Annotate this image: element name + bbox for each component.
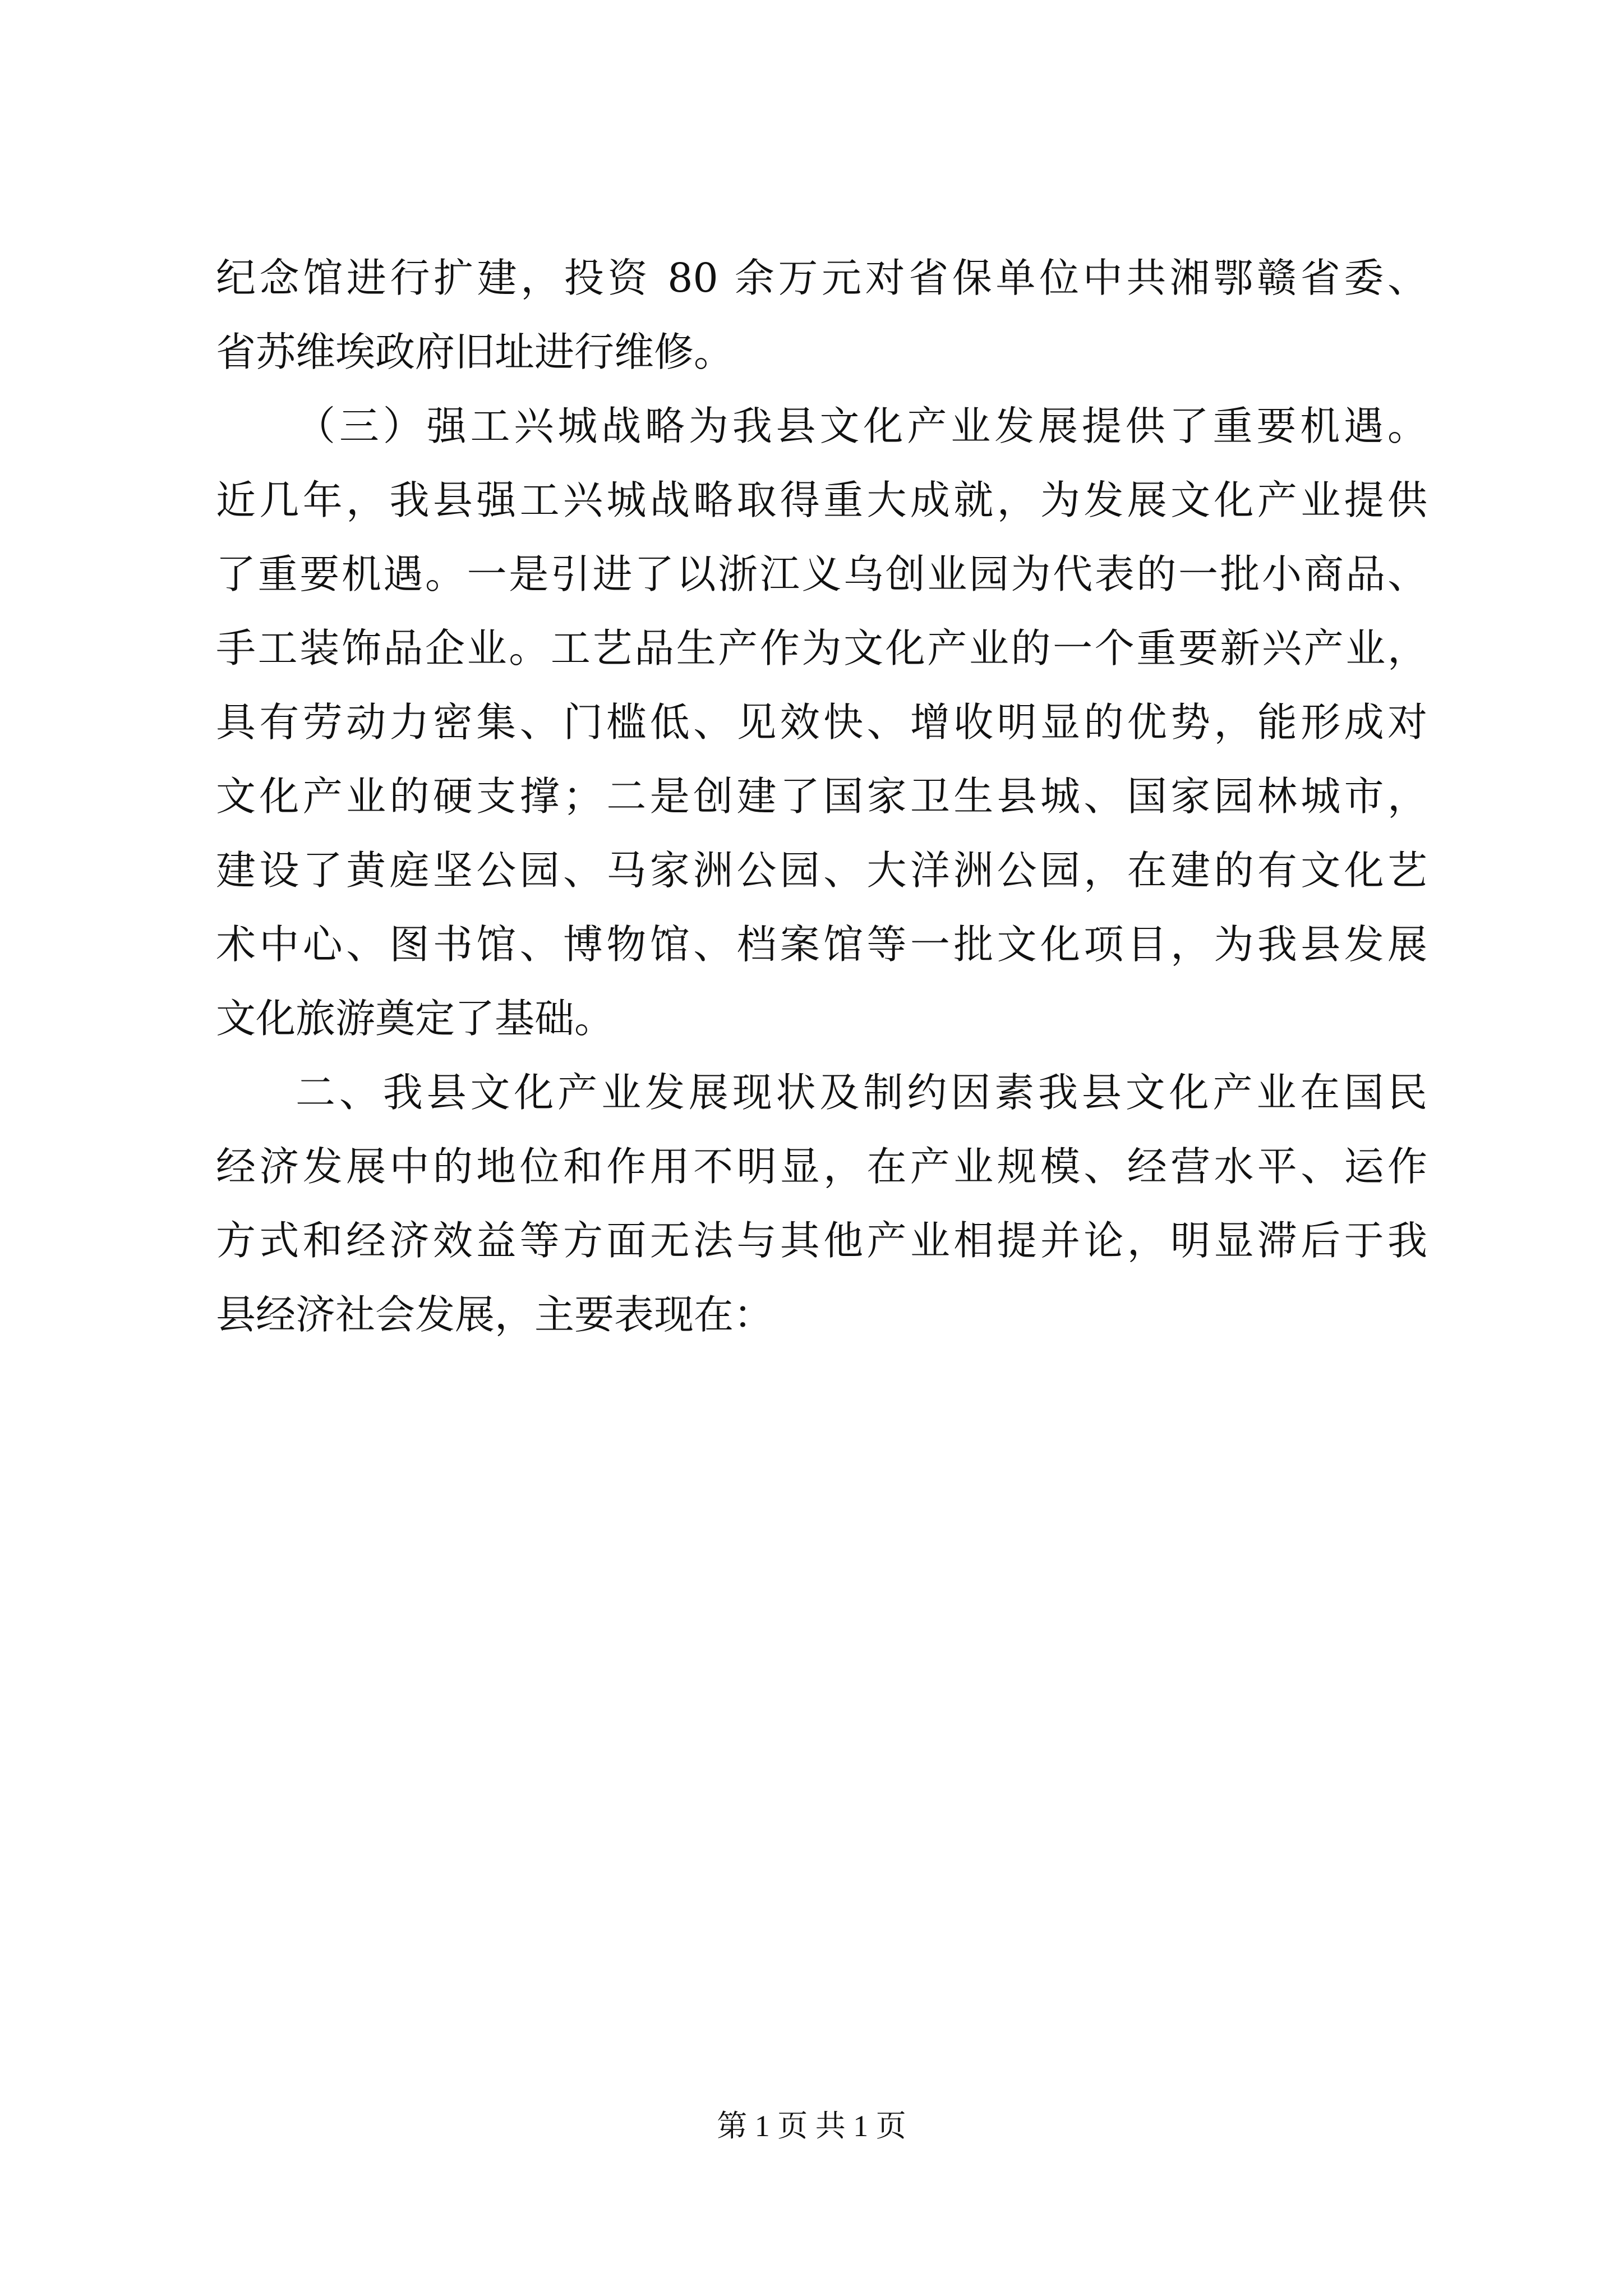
text-line: 建设了黄庭坚公园、马家洲公园、大洋洲公园，在建的有文化艺 xyxy=(216,847,1427,894)
body-text xyxy=(216,241,1427,1352)
text-line: 二、我县文化产业发展现状及制约因素我县文化产业在国民 xyxy=(296,1069,1427,1116)
text-line: 县经济社会发展，主要表现在： xyxy=(216,1291,774,1338)
text-line: 文化产业的硬支撑；二是创建了国家卫生县城、国家园林城市， xyxy=(216,773,1427,820)
text-line: 纪念馆进行扩建，投资 80 余万元对省保单位中共湘鄂赣省委、 xyxy=(216,255,1427,301)
text-line: 具有劳动力密集、门槛低、见效快、增收明显的优势，能形成对 xyxy=(216,699,1427,746)
text-line: 手工装饰品企业。工艺品生产作为文化产业的一个重要新兴产业， xyxy=(216,625,1427,671)
text-line: 省苏维埃政府旧址进行维修。 xyxy=(216,329,734,375)
text-line: 经济发展中的地位和作用不明显，在产业规模、经营水平、运作 xyxy=(216,1143,1427,1190)
text-line: 方式和经济效益等方面无法与其他产业相提并论，明显滞后于我 xyxy=(216,1217,1427,1264)
text-line: 了重要机遇。一是引进了以浙江义乌创业园为代表的一批小商品、 xyxy=(216,551,1427,597)
text-line: 术中心、图书馆、博物馆、档案馆等一批文化项目，为我县发展 xyxy=(216,921,1427,968)
text-line: 文化旅游奠定了基础。 xyxy=(216,995,615,1042)
text-line: 近几年，我县强工兴城战略取得重大成就，为发展文化产业提供 xyxy=(216,477,1427,523)
text-line: （三）强工兴城战略为我县文化产业发展提供了重要机遇。 xyxy=(296,403,1427,449)
page-number-footer: 第 1 页 共 1 页 xyxy=(717,2109,906,2143)
